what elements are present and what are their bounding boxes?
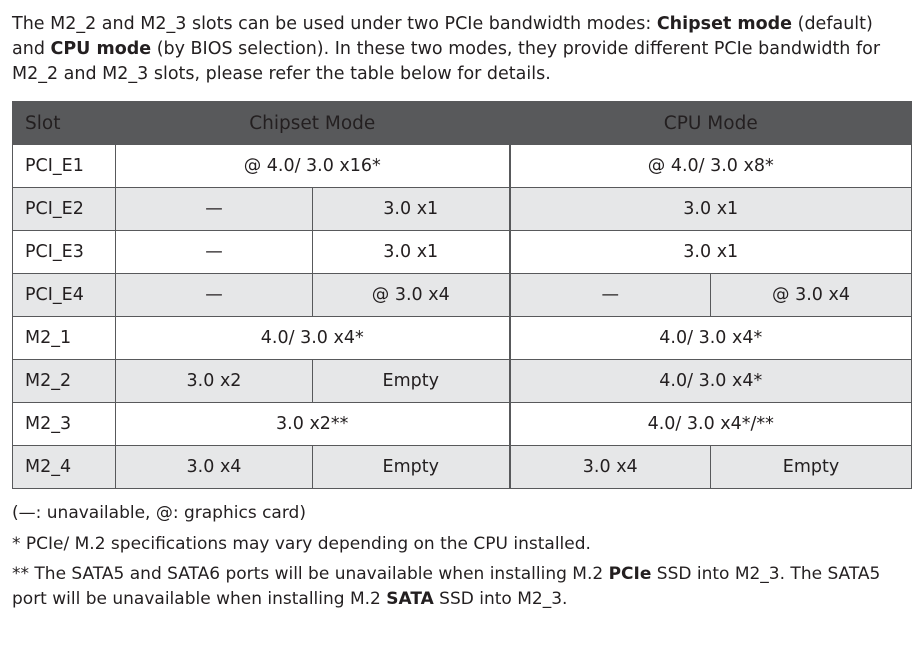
cell-chipset-a: —	[116, 231, 313, 274]
cell-chipset-a: —	[116, 188, 313, 231]
cell-slot: M2_1	[13, 317, 116, 360]
cell-cpu: 4.0/ 3.0 x4*	[510, 360, 912, 403]
cell-slot: PCI_E2	[13, 188, 116, 231]
table-row	[13, 274, 912, 317]
cell-chipset-b: Empty	[313, 360, 510, 403]
note-double-asterisk	[12, 562, 910, 611]
note2-part-c: SSD into M2_3. The SATA5 port will be unavailable when installing M.2	[12, 564, 881, 609]
cell-chipset-a: 3.0 x2	[116, 360, 313, 403]
cell-cpu: 4.0/ 3.0 x4*	[510, 317, 912, 360]
table-header-row	[13, 102, 912, 145]
cell-chipset: 4.0/ 3.0 x4*	[116, 317, 510, 360]
cell-chipset-a: —	[116, 274, 313, 317]
cell-chipset-b: 3.0 x1	[313, 231, 510, 274]
cell-cpu: 3.0 x1	[510, 231, 912, 274]
cell-cpu: 3.0 x1	[510, 188, 912, 231]
cell-slot: PCI_E4	[13, 274, 116, 317]
header-slot: Slot	[13, 102, 116, 145]
intro-bold-cpu-mode: CPU mode	[50, 39, 152, 60]
header-cpu-mode: CPU Mode	[510, 102, 912, 145]
cell-chipset-b: @ 3.0 x4	[313, 274, 510, 317]
header-chipset-mode: Chipset Mode	[116, 102, 510, 145]
table-row	[13, 145, 912, 188]
intro-paragraph	[12, 12, 910, 87]
table-row	[13, 231, 912, 274]
cell-slot: PCI_E3	[13, 231, 116, 274]
cell-cpu: @ 4.0/ 3.0 x8*	[510, 145, 912, 188]
cell-cpu-a: —	[510, 274, 711, 317]
cell-slot: M2_4	[13, 446, 116, 489]
table-body	[13, 145, 912, 489]
note-legend: (—: unavailable, @: graphics card)	[12, 503, 306, 524]
cell-cpu-b: @ 3.0 x4	[711, 274, 912, 317]
cell-slot: M2_3	[13, 403, 116, 446]
cell-cpu: 4.0/ 3.0 x4*/**	[510, 403, 912, 446]
table-row	[13, 403, 912, 446]
note2-part-e: SSD into M2_3.	[433, 588, 568, 609]
table-row	[13, 446, 912, 489]
intro-text-part2: (default) and	[12, 14, 873, 60]
table-row	[13, 188, 912, 231]
pcie-bandwidth-table	[12, 101, 912, 489]
intro-text-part1: The M2_2 and M2_3 slots can be used under two PCIe bandwidth modes:	[12, 14, 657, 34]
note2-part-a: ** The SATA5 and SATA6 ports will be unavailable when installing M.2	[12, 564, 609, 585]
intro-bold-chipset-mode: Chipset mode	[656, 14, 793, 34]
cell-slot: PCI_E1	[13, 145, 116, 188]
intro-text-part3: (by BIOS selection). In these two modes, they provide different PCIe bandwidth for M2_2 and M2_3 slots, please refer the table below for details.	[12, 39, 881, 85]
table-header	[13, 102, 912, 145]
table-row	[13, 360, 912, 403]
table-row	[13, 317, 912, 360]
cell-chipset: @ 4.0/ 3.0 x16*	[116, 145, 510, 188]
cell-cpu-b: Empty	[711, 446, 912, 489]
cell-cpu-a: 3.0 x4	[510, 446, 711, 489]
note-asterisk: * PCIe/ M.2 specifications may vary depending on the CPU installed.	[12, 533, 591, 554]
table-notes	[12, 501, 910, 612]
cell-chipset-b: 3.0 x1	[313, 188, 510, 231]
note2-bold-sata: SATA	[386, 588, 434, 609]
cell-slot: M2_2	[13, 360, 116, 403]
cell-chipset-a: 3.0 x4	[116, 446, 313, 489]
cell-chipset: 3.0 x2**	[116, 403, 510, 446]
note2-bold-pcie: PCIe	[608, 564, 652, 585]
cell-chipset-b: Empty	[313, 446, 510, 489]
